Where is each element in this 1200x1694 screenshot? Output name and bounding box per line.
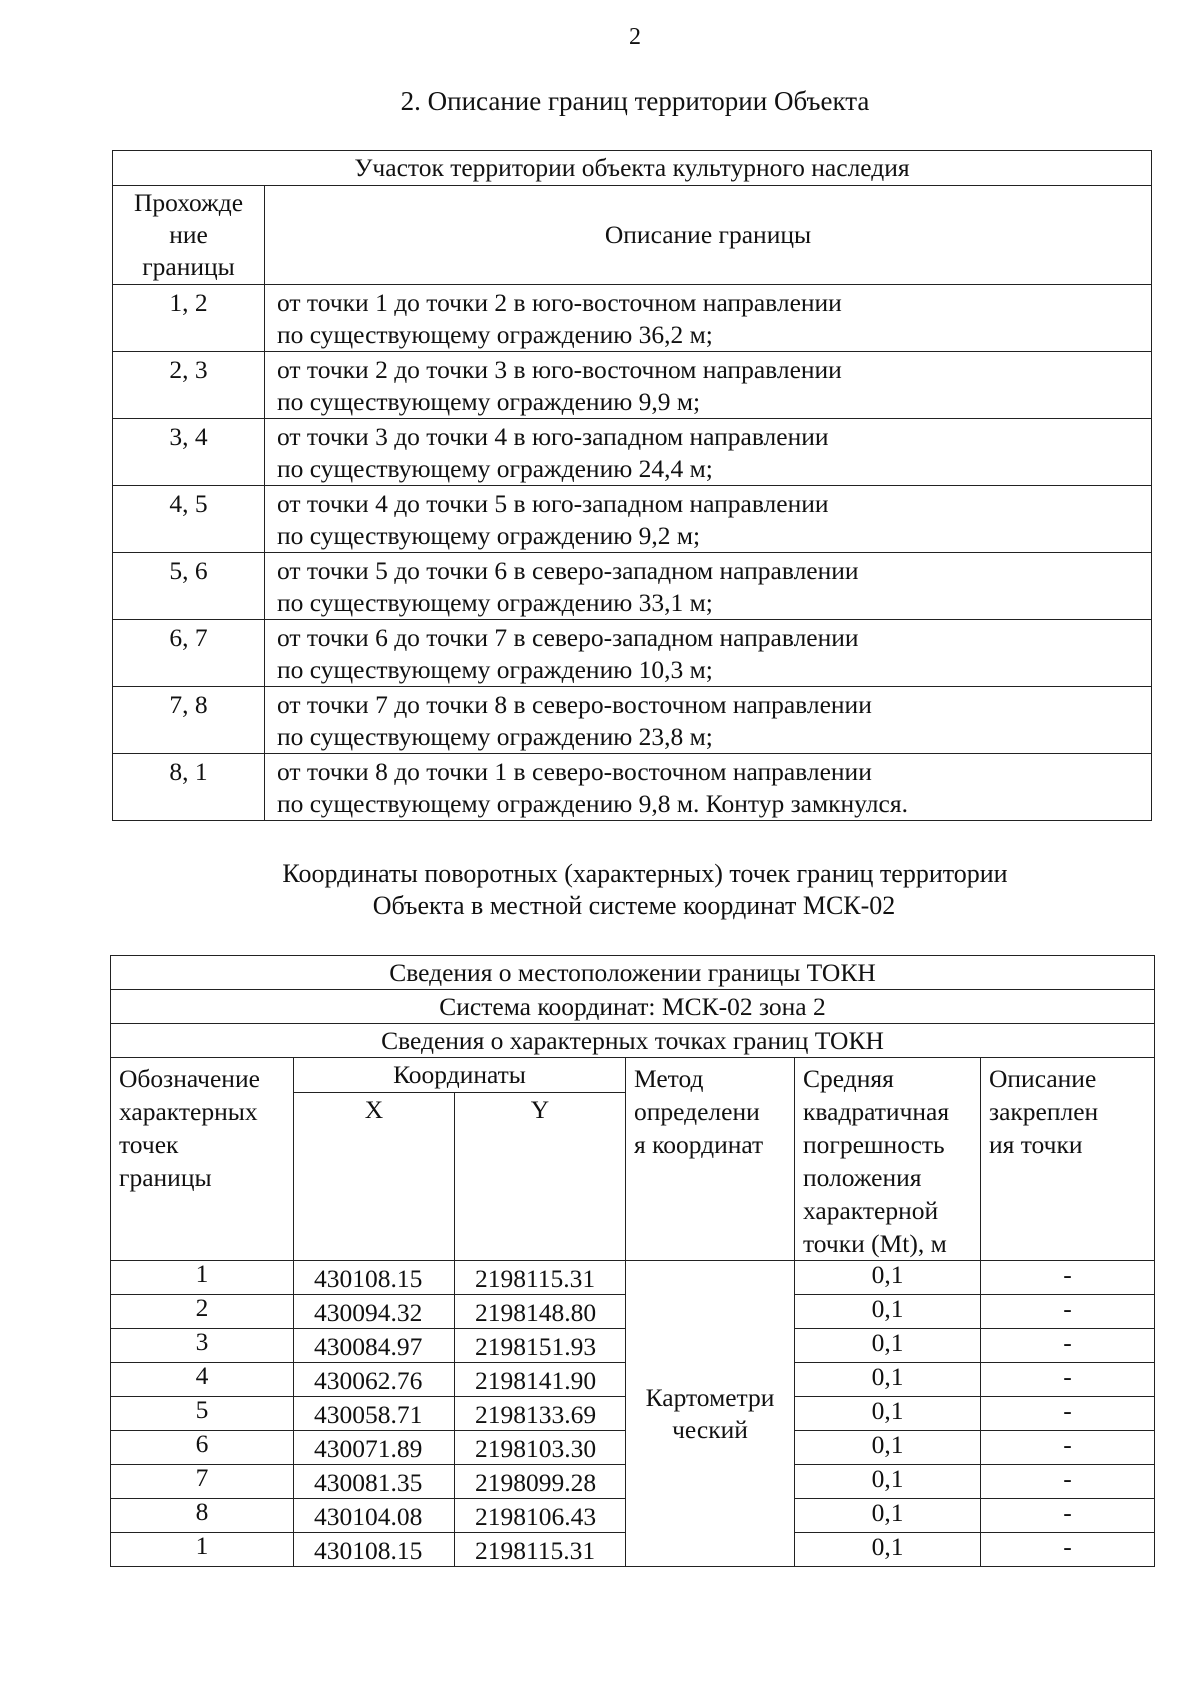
method-cell: Картометри ческий — [626, 1261, 795, 1567]
point-cell: 6 — [111, 1431, 294, 1465]
fix-cell: - — [981, 1261, 1155, 1295]
fix-cell: - — [981, 1363, 1155, 1397]
mt-cell: 0,1 — [795, 1363, 981, 1397]
column-header-coordinates: Координаты — [294, 1058, 626, 1093]
point-cell: 7 — [111, 1465, 294, 1499]
coords-caption-line2: Объекта в местной системе координат МСК-02 — [372, 891, 896, 920]
column-header-description: Описание границы — [265, 186, 1152, 285]
description-line: по существующему ограждению 36,2 м; — [277, 320, 713, 349]
table-row — [113, 352, 1152, 419]
boundary-table — [112, 150, 1152, 821]
mt-cell: 0,1 — [795, 1499, 981, 1533]
segment-cell: 2, 3 — [113, 352, 265, 419]
description-cell — [265, 419, 1152, 486]
description-line: по существующему ограждению 24,4 м; — [277, 454, 713, 483]
description-line: по существующему ограждению 10,3 м; — [277, 655, 713, 684]
table-row — [113, 687, 1152, 754]
description-line: от точки 1 до точки 2 в юго-восточном направлении — [277, 288, 842, 317]
mt-cell: 0,1 — [795, 1329, 981, 1363]
description-line: от точки 2 до точки 3 в юго-восточном направлении — [277, 355, 842, 384]
coords-caption-line1: Координаты поворотных (характерных) точек границ территории — [282, 859, 1008, 888]
x-cell: 430071.89 — [294, 1431, 455, 1465]
y-cell: 2198151.93 — [455, 1329, 626, 1363]
column-header-error: Средняя квадратичная погрешность положения характерной точки (Mt), м — [795, 1058, 981, 1261]
table-row — [111, 1261, 1155, 1295]
description-line: от точки 4 до точки 5 в юго-западном направлении — [277, 489, 829, 518]
column-header-segment: Прохожде ние границы — [113, 186, 265, 285]
fix-cell: - — [981, 1431, 1155, 1465]
description-line: по существующему ограждению 9,9 м; — [277, 387, 701, 416]
segment-cell: 8, 1 — [113, 754, 265, 821]
coords-table-header3: Сведения о характерных точках границ ТОКН — [111, 1024, 1155, 1058]
x-cell: 430108.15 — [294, 1261, 455, 1295]
point-cell: 3 — [111, 1329, 294, 1363]
coords-table — [110, 955, 1155, 1567]
fix-cell: - — [981, 1397, 1155, 1431]
fix-cell: - — [981, 1465, 1155, 1499]
description-line: от точки 5 до точки 6 в северо-западном направлении — [277, 556, 859, 585]
description-line: по существующему ограждению 9,8 м. Контур замкнулся. — [277, 789, 908, 818]
fix-cell: - — [981, 1499, 1155, 1533]
section-title: 2. Описание границ территории Объекта — [400, 86, 870, 116]
mt-cell: 0,1 — [795, 1431, 981, 1465]
description-cell — [265, 285, 1152, 352]
column-header-point: Обозначение характерных точек границы — [111, 1058, 294, 1261]
description-line: от точки 7 до точки 8 в северо-восточном направлении — [277, 690, 872, 719]
description-cell — [265, 620, 1152, 687]
description-line: от точки 3 до точки 4 в юго-западном направлении — [277, 422, 829, 451]
mt-cell: 0,1 — [795, 1397, 981, 1431]
x-cell: 430104.08 — [294, 1499, 455, 1533]
y-cell: 2198115.31 — [455, 1533, 626, 1567]
y-cell: 2198103.30 — [455, 1431, 626, 1465]
point-cell: 5 — [111, 1397, 294, 1431]
coords-caption — [0, 858, 1200, 922]
description-line: по существующему ограждению 23,8 м; — [277, 722, 713, 751]
description-line: от точки 6 до точки 7 в северо-западном направлении — [277, 623, 859, 652]
description-cell — [265, 352, 1152, 419]
segment-cell: 7, 8 — [113, 687, 265, 754]
point-cell: 1 — [111, 1261, 294, 1295]
point-cell: 4 — [111, 1363, 294, 1397]
y-cell: 2198106.43 — [455, 1499, 626, 1533]
x-cell: 430062.76 — [294, 1363, 455, 1397]
y-cell: 2198115.31 — [455, 1261, 626, 1295]
fix-cell: - — [981, 1295, 1155, 1329]
y-cell: 2198099.28 — [455, 1465, 626, 1499]
mt-cell: 0,1 — [795, 1465, 981, 1499]
description-cell — [265, 486, 1152, 553]
segment-cell: 3, 4 — [113, 419, 265, 486]
column-header-x: X — [294, 1093, 455, 1261]
x-cell: 430094.32 — [294, 1295, 455, 1329]
description-line: от точки 8 до точки 1 в северо-восточном направлении — [277, 757, 872, 786]
table-row — [113, 553, 1152, 620]
point-cell: 1 — [111, 1533, 294, 1567]
page-number: 2 — [629, 24, 641, 50]
column-header-fixing: Описание закреплен ия точки — [981, 1058, 1155, 1261]
fix-cell: - — [981, 1533, 1155, 1567]
y-cell: 2198133.69 — [455, 1397, 626, 1431]
x-cell: 430108.15 — [294, 1533, 455, 1567]
x-cell: 430084.97 — [294, 1329, 455, 1363]
segment-cell: 5, 6 — [113, 553, 265, 620]
column-header-method: Метод определени я координат — [626, 1058, 795, 1261]
segment-cell: 4, 5 — [113, 486, 265, 553]
description-cell — [265, 553, 1152, 620]
description-line: по существующему ограждению 33,1 м; — [277, 588, 713, 617]
x-cell: 430058.71 — [294, 1397, 455, 1431]
point-cell: 8 — [111, 1499, 294, 1533]
point-cell: 2 — [111, 1295, 294, 1329]
boundary-table-title: Участок территории объекта культурного наследия — [113, 151, 1152, 186]
description-cell — [265, 754, 1152, 821]
x-cell: 430081.35 — [294, 1465, 455, 1499]
coords-table-header1: Сведения о местоположении границы ТОКН — [111, 956, 1155, 990]
table-row — [113, 419, 1152, 486]
column-header-y: Y — [455, 1093, 626, 1261]
table-row — [113, 620, 1152, 687]
table-row — [113, 486, 1152, 553]
y-cell: 2198141.90 — [455, 1363, 626, 1397]
coords-table-header2: Система координат: МСК-02 зона 2 — [111, 990, 1155, 1024]
table-row — [113, 754, 1152, 821]
fix-cell: - — [981, 1329, 1155, 1363]
table-row — [113, 285, 1152, 352]
mt-cell: 0,1 — [795, 1295, 981, 1329]
description-line: по существующему ограждению 9,2 м; — [277, 521, 701, 550]
segment-cell: 1, 2 — [113, 285, 265, 352]
description-cell — [265, 687, 1152, 754]
mt-cell: 0,1 — [795, 1533, 981, 1567]
mt-cell: 0,1 — [795, 1261, 981, 1295]
y-cell: 2198148.80 — [455, 1295, 626, 1329]
segment-cell: 6, 7 — [113, 620, 265, 687]
